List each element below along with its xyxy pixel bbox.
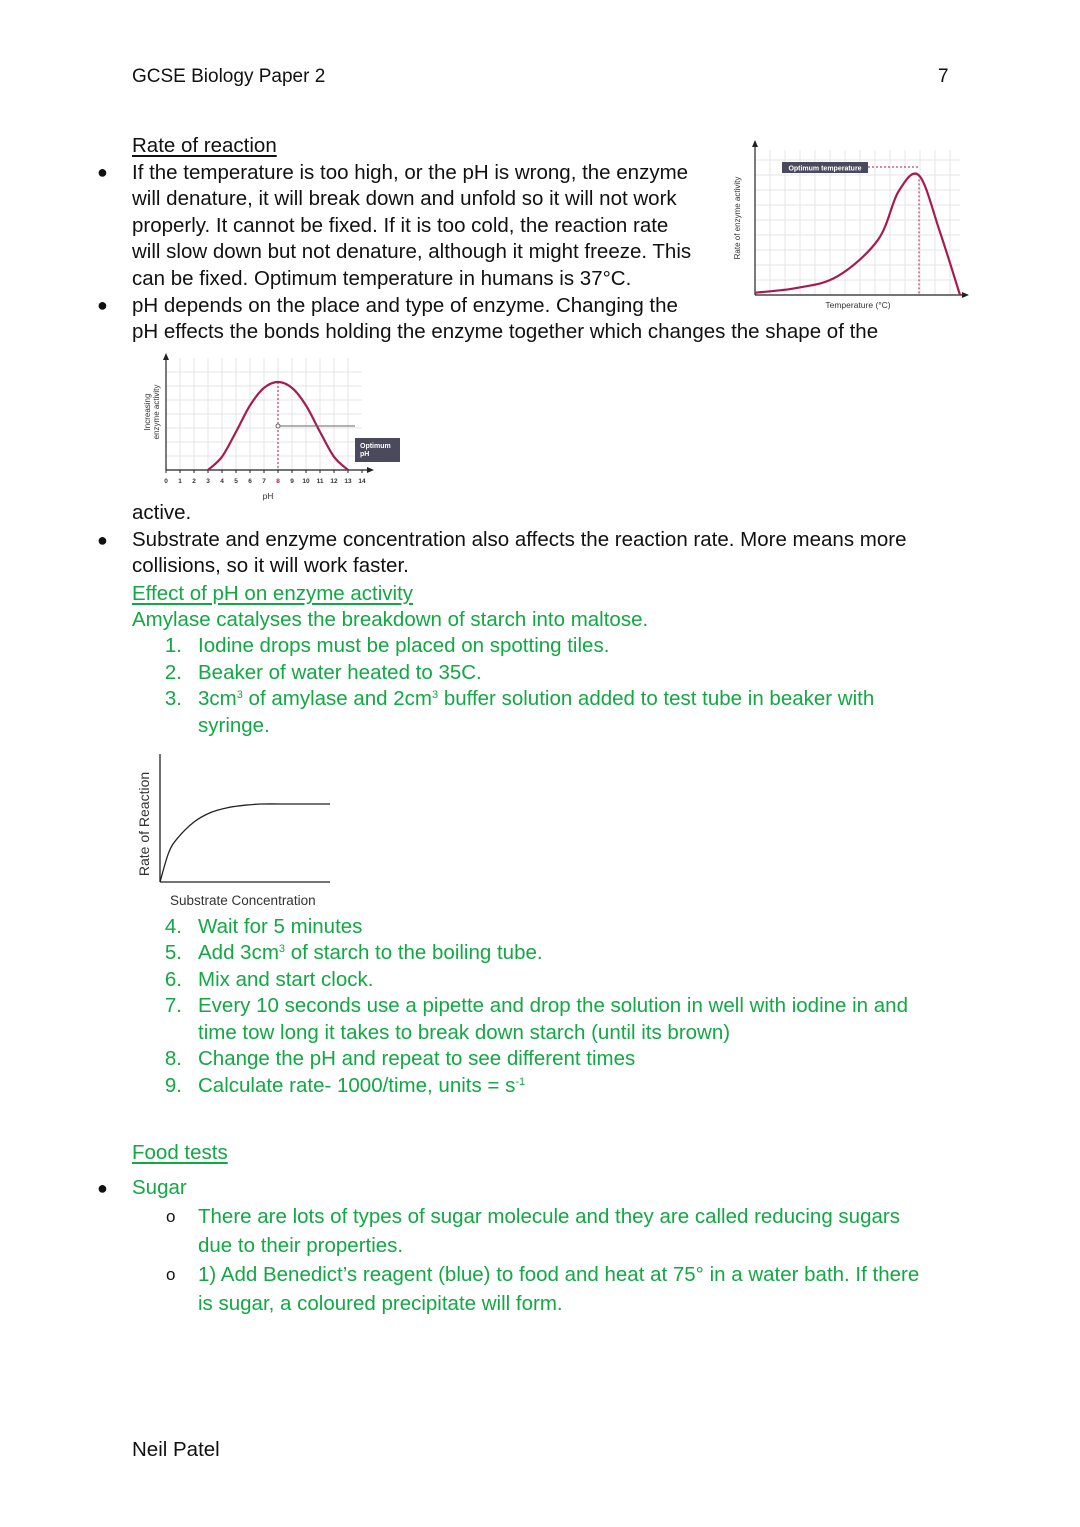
bullet-marker: ● [97,162,108,182]
sub-bullet-text [198,1203,900,1260]
text-line: will slow down but not denature, although it might freeze. This [132,240,692,264]
step-text [198,940,543,966]
y-axis-label-line: enzyme activity [152,384,161,440]
x-tick-label: 1 [178,478,182,485]
optimum-ph-label-line: pH [360,451,370,458]
step-text: Beaker of water heated to 35C. [198,661,482,684]
text-line: will denature, it will break down and unfold so it will not work [132,187,677,211]
text-line: due to their properties. [198,1233,404,1257]
step-number: 1. [164,634,182,657]
text-line: collisions, so it will work faster. [132,554,409,578]
y-axis-label: Rate of enzyme activity [733,176,742,260]
step-text-part: of starch to the boiling tube. [285,941,543,964]
step-text-part: of amylase and 2cm [242,687,433,710]
substrate-curve [160,804,330,882]
x-axis-arrow [367,467,374,473]
footer-author: Neil Patel [132,1438,220,1461]
y-axis-label: Rate of Reaction [136,771,152,877]
optimum-ph-dot [276,424,280,428]
temperature-curve [755,174,960,295]
y-axis-label-line: Increasing [143,393,152,431]
superscript: 3 [236,689,243,701]
x-tick-label: 10 [302,478,310,485]
step-text: Change the pH and repeat to see different times [198,1047,636,1070]
x-tick-label: 13 [344,478,352,485]
step-number: 6. [164,968,182,991]
text-line: can be fixed. Optimum temperature in humans is 37°C. [132,266,632,290]
sub-bullet-text [198,1261,919,1318]
practical-heading: Effect of pH on enzyme activity [132,582,414,605]
temperature-chart [725,140,975,315]
step-number: 4. [164,915,182,938]
x-tick-label: 2 [192,478,196,485]
text-line: pH effects the bonds holding the enzyme together which changes the shape of the [132,320,879,343]
substrate-chart [130,750,350,915]
text-line: There are lots of types of sugar molecule and they are called reducing sugars [198,1205,900,1228]
ph-chart [130,350,410,510]
practical-intro: Amylase catalyses the breakdown of starch into maltose. [132,608,649,631]
x-tick-label: 5 [234,478,238,485]
step-text-part: Calculate rate- 1000/time, units = s [198,1074,516,1097]
x-axis-label: Substrate Concentration [170,893,316,908]
step-number: 9. [164,1074,182,1097]
bullet-marker: ● [97,530,108,550]
text-line: pH depends on the place and type of enzyme. Changing the [132,294,678,317]
x-axis-label: pH [262,491,274,501]
step-number: 5. [164,941,182,964]
text-line: active. [132,501,192,524]
step-text-continuation: syringe. [198,714,270,737]
step-number: 2. [164,661,182,684]
x-tick-label: 11 [316,478,324,485]
optimum-ph-label-line: Optimum [360,443,391,450]
optimum-ph-label-box [355,438,400,462]
step-number: 8. [164,1047,182,1070]
superscript: -1 [515,1076,526,1088]
y-axis-label [143,385,161,440]
superscript: 3 [278,943,286,955]
sub-bullet-marker: o [166,1265,176,1284]
x-tick-label: 14 [358,478,366,485]
x-tick-label: 12 [330,478,338,485]
food-test-sugar: Sugar [132,1176,187,1199]
step-text-part: 3cm [198,687,237,710]
optimum-temp-label: Optimum temperature [788,165,862,173]
bullet-temperature-text [132,160,691,292]
step-text [198,1073,525,1099]
bullet-marker: ● [97,295,108,315]
step-text-part: buffer solution added to test tube in beaker with [438,687,875,710]
step-text: Wait for 5 minutes [198,915,363,938]
x-tick-label: 8 [276,478,280,485]
x-tick-label: 0 [164,478,168,485]
section-heading-rate: Rate of reaction [132,134,277,157]
x-axis-arrow [962,292,969,298]
x-axis-label: Temperature (°C) [825,300,891,310]
sub-bullet-marker: o [166,1207,176,1226]
text-line: If the temperature is too high, or the pH is wrong, the enzyme [132,161,689,184]
x-tick-label: 7 [262,478,266,485]
step-text: Mix and start clock. [198,968,374,991]
step-text-continuation: time tow long it takes to break down starch (until its brown) [198,1021,731,1044]
food-tests-heading: Food tests [132,1141,228,1164]
page-number: 7 [938,66,949,87]
text-line: Substrate and enzyme concentration also affects the reaction rate. More means more [132,528,907,551]
superscript: 3 [432,689,439,701]
bullet-marker: ● [97,1178,108,1198]
y-axis-arrow [752,140,758,147]
x-tick-labels [164,470,366,485]
x-tick-label: 4 [220,478,224,485]
y-axis-arrow [163,353,169,360]
x-tick-label: 3 [206,478,210,485]
text-line: properly. It cannot be fixed. If it is too cold, the reaction rate [132,213,669,237]
document-header-title: GCSE Biology Paper 2 [132,66,326,87]
x-tick-label: 9 [290,478,294,485]
step-number: 7. [164,994,182,1017]
step-text [198,686,874,712]
bullet-concentration-text [132,527,906,580]
step-text: Every 10 seconds use a pipette and drop the solution in well with iodine in and [198,994,908,1017]
text-line: 1) Add Benedict’s reagent (blue) to food and heat at 75° in a water bath. If there [198,1263,920,1286]
text-line: is sugar, a coloured precipitate will form. [198,1291,563,1315]
step-number: 3. [164,687,182,710]
step-text-part: Add 3cm [198,941,279,964]
step-text: Iodine drops must be placed on spotting tiles. [198,634,610,657]
x-tick-label: 6 [248,478,252,485]
